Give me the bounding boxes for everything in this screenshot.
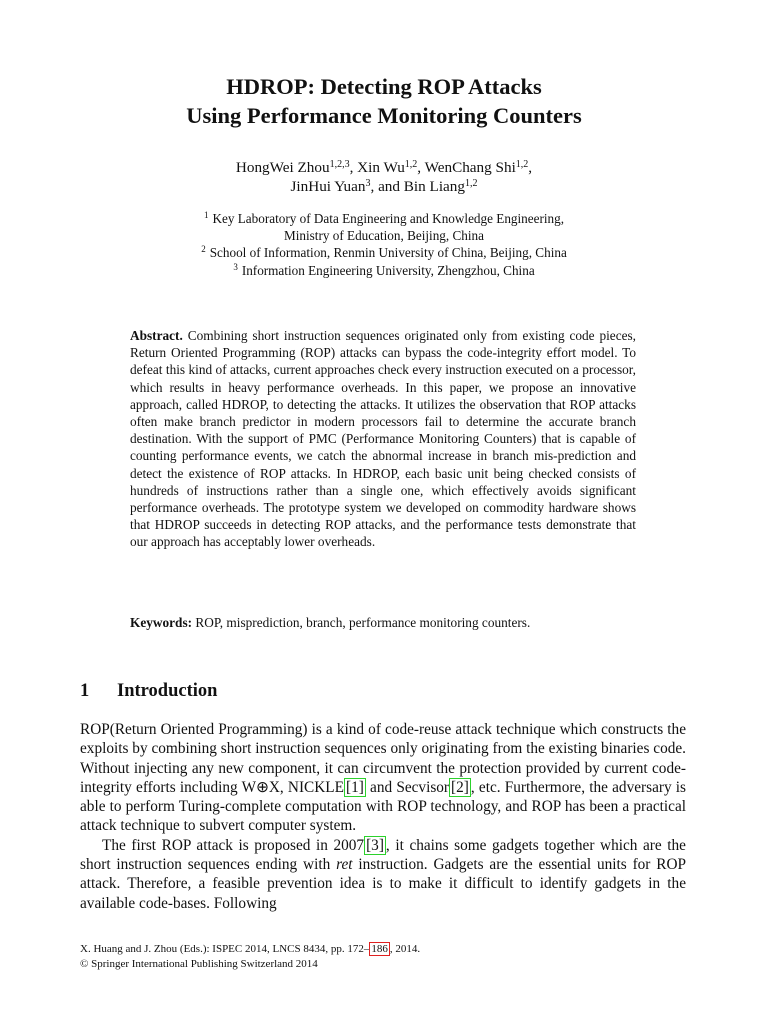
affiliation-item-continued: Ministry of Education, Beijing, China [284, 228, 484, 244]
title-line-1: HDROP: Detecting ROP Attacks [226, 74, 542, 99]
author-affiliation-marker: 1,2 [404, 159, 418, 170]
page-footer [80, 942, 686, 971]
title-line-2: Using Performance Monitoring Counters [186, 103, 582, 128]
author-conjunction: and [378, 178, 400, 195]
abstract-text: Combining short instruction sequences originated only from existing code pieces, Return Oriented Programming (ROP) attacks can bypass the code-integrity effort model. To defeat this kind of attacks, current approaches check every instruction executed on a processor, which results in heavy performance overheads. In this paper, we propose an innovative approach, called HDROP, to detecting the attacks. It utilizes the observation that ROP attacks often make branch predictor in modern processors fail to determine the accurate branch destination. With the support of PMC (Performance Monitoring Counters) that is capable of counting performance events, we catch the abnormal increase in branch mis-prediction and detect the existence of ROP attacks. In HDROP, each basic unit being checked consists of hundreds of instructions rather than a single one, which effectively avoids significant performance overheads. The prototype system we developed on commodity hardware shows that HDROP succeeds in detecting ROP attacks, and the performance tests demonstrate that our approach has acceptably lower overheads. [130, 328, 637, 550]
page-range-link[interactable]: 186 [371, 943, 388, 955]
section-title: Introduction [117, 681, 218, 701]
author-name: Xin Wu [357, 159, 405, 176]
paper-title [0, 72, 768, 130]
author-name: WenChang Shi [424, 159, 516, 176]
abstract-label: Abstract. [130, 328, 183, 343]
paragraph: ROP(Return Oriented Programming) is a kind of code-reuse attack technique which constructs the exploits by combining short instruction sequences only originating from the existing binaries code. Without injecting any new component, it can circumvent the protection provided by current code-integrity efforts including W⊕X, NICKLE [1] and Secvisor [2] , etc. Furthermore, the adversary is able to perform Turing-complete computation with ROP technology, and ROP has been a practical attack technique to subvert computer system. [80, 721, 687, 835]
author-list: HongWei Zhou$^{1,2,3}$, Xin Wu$^{1,2}$, WenChang Shi$^{1,2}$, JinHui Yuan$^3$, and Bin Liang$^{1,2}$ [235, 159, 533, 195]
code-term: ret [336, 856, 353, 874]
citation-link[interactable]: [1] [346, 778, 364, 796]
author-affiliation-marker: 3 [365, 178, 371, 189]
author-affiliation-marker: 1,2,3 [329, 159, 350, 170]
abstract [130, 327, 636, 551]
footer-copyright: © Springer International Publishing Switzerland 2014 [80, 957, 318, 970]
citation-link[interactable]: [2] [451, 778, 469, 796]
author-name: JinHui Yuan [290, 178, 366, 195]
body-text [80, 720, 686, 913]
author-name: HongWei Zhou [235, 159, 330, 176]
citation-link[interactable]: [3] [366, 836, 384, 854]
keywords-text: ROP, misprediction, branch, performance monitoring counters. [195, 615, 531, 630]
affiliation-item: $^2$ School of Information, Renmin University of China, Beijing, China [201, 244, 567, 261]
author-affiliation-marker: 1,2 [464, 178, 478, 189]
footer-citation: X. Huang and J. Zhou (Eds.): ISPEC 2014, LNCS 8434, pp. 172– 186 , 2014. [80, 943, 421, 955]
keywords-label: Keywords: [130, 615, 193, 630]
author-name: Bin Liang [403, 178, 465, 195]
affiliation-item: $^3$ Information Engineering University, Zhengzhou, China [233, 261, 535, 278]
paragraph: The first ROP attack is proposed in 2007 [3] , it chains some gadgets together which are the short instruction sequences ending with ret instruction. Gadgets are the essential units for ROP attack. Therefore, a feasible prevention idea is to make it difficult to identify gadgets in the available code-bases. Following [80, 836, 687, 912]
affiliation-item: $^1$ Key Laboratory of Data Engineering and Knowledge Engineering, [203, 210, 565, 226]
section-number: 1 [80, 681, 90, 701]
section-heading [80, 680, 217, 702]
affiliation-list [0, 210, 768, 279]
keywords [130, 614, 636, 631]
author-affiliation-marker: 1,2 [515, 159, 529, 170]
